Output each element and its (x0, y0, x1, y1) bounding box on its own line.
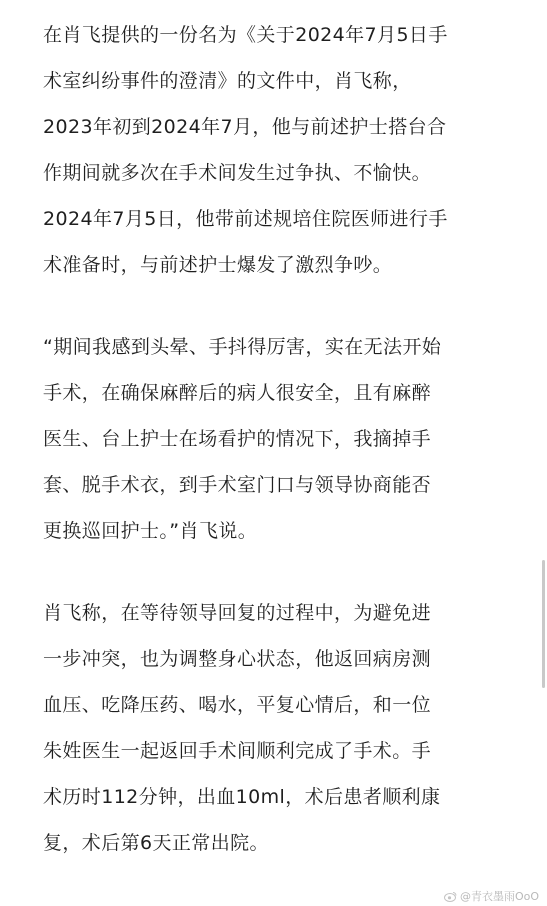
text-line: 更换巡回护士。”肖飞说。 (43, 520, 258, 542)
watermark-text: @青衣墨雨OoO (459, 890, 539, 903)
text-line: “期间我感到头晕、手抖得厉害，实在无法开始 (43, 336, 442, 358)
text-line: 在肖飞提供的一份名为《关于2024年7月5日手 (43, 24, 448, 46)
text-line: 血压、吃降压药、喝水，平复心情后，和一位 (43, 694, 432, 716)
text-line: 术历时112分钟，出血10ml，术后患者顺利康 (43, 786, 441, 808)
text-line: 肖飞称，在等待领导回复的过程中，为避免进 (43, 602, 432, 624)
text-line: 一步冲突，也为调整身心状态，他返回病房测 (43, 648, 432, 670)
weibo-watermark (444, 888, 539, 904)
text-line: 作期间就多次在手术间发生过争执、不愉快。 (43, 162, 432, 184)
text-line: 2023年初到2024年7月，他与前述护士搭台合 (43, 116, 447, 138)
text-line: 2024年7月5日，他带前述规培住院医师进行手 (43, 208, 448, 230)
paragraph-3 (43, 590, 533, 866)
text-line: 手术，在确保麻醉后的病人很安全，且有麻醉 (43, 382, 432, 404)
text-line: 术室纠纷事件的澄清》的文件中，肖飞称， (43, 70, 412, 92)
text-line: 医生、台上护士在场看护的情况下，我摘掉手 (43, 428, 432, 450)
text-line: 套、脱手术衣，到手术室门口与领导协商能否 (43, 474, 432, 496)
paragraph-2 (43, 324, 533, 554)
scrollbar[interactable] (542, 560, 545, 688)
weibo-icon (444, 891, 457, 902)
paragraph-1 (43, 12, 533, 288)
text-line: 术准备时，与前述护士爆发了激烈争吵。 (43, 254, 393, 276)
text-line: 朱姓医生一起返回手术间顺利完成了手术。手 (43, 740, 432, 762)
text-line: 复，术后第6天正常出院。 (43, 832, 269, 854)
